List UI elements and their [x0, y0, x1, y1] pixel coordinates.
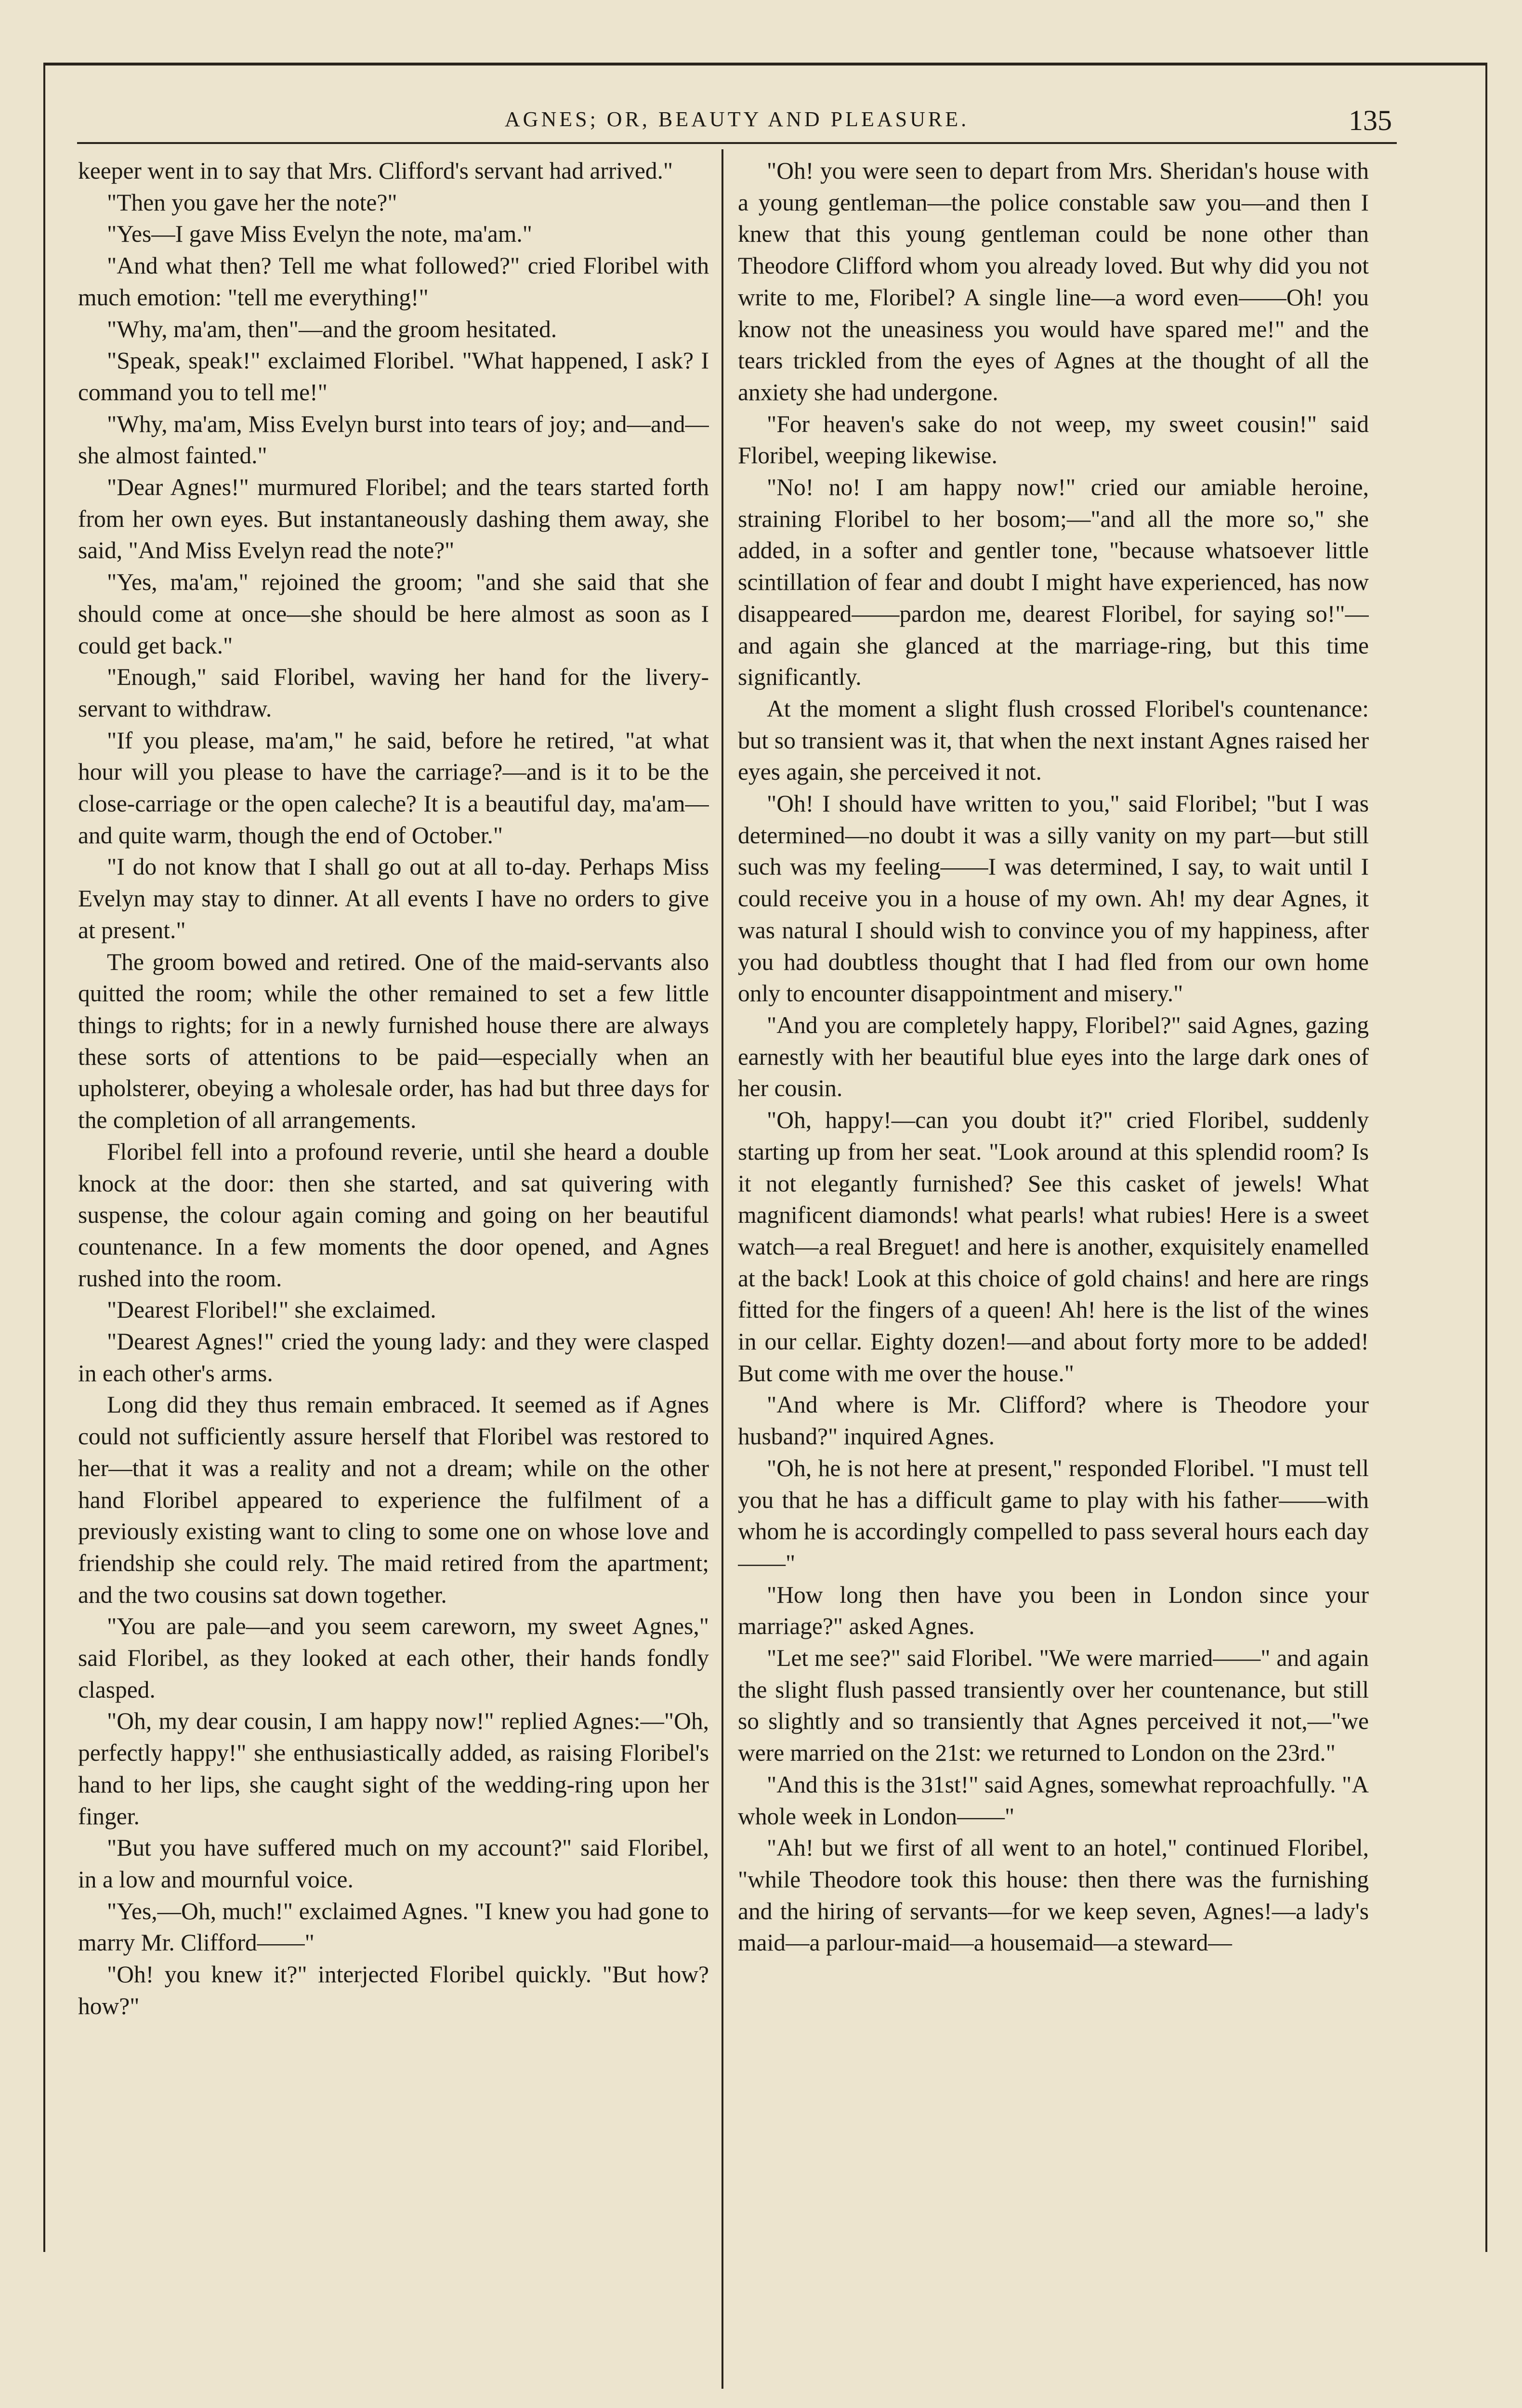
paragraph: "Dear Agnes!" murmured Floribel; and the tears started forth from her own eyes. But instantaneously dashing them away, she said, "And Miss Evelyn read the note?"	[78, 474, 709, 564]
column-divider	[722, 149, 723, 2389]
paragraph: "Ah! but we first of all went to an hotel," continued Floribel, "while Theodore took this house: then there was the furnishing and the hiring of servants—for we keep seven, Agnes!—a lady's maid—a parlour-maid—a housemaid—a steward—	[738, 1834, 1369, 1956]
paragraph: "And what then? Tell me what followed?" cried Floribel with much emotion: "tell me everything!"	[78, 252, 709, 311]
paragraph: Long did they thus remain embraced. It seemed as if Agnes could not sufficiently assure herself that Floribel was restored to her—that it was a reality and not a dream; while on the other hand Floribel appeared to experience the fulfilment of a previously existing want to cling to some one on whose love and friendship she could rely. The maid retired from the apartment; and the two cousins sat down together.	[78, 1391, 709, 1608]
paragraph: "Oh, he is not here at present," responded Floribel. "I must tell you that he has a difficult game to play with his father——with whom he is accordingly compelled to pass several hours each day——"	[738, 1454, 1369, 1576]
paragraph: "Why, ma'am, Miss Evelyn burst into tears of joy; and—and—she almost fainted."	[78, 410, 709, 469]
paragraph: "Yes, ma'am," rejoined the groom; "and she said that she should come at once—she should be here almost as soon as I could get back."	[78, 569, 709, 659]
paragraph: "I do not know that I shall go out at all to-day. Perhaps Miss Evelyn may stay to dinner. At all events I have no orders to give at present."	[78, 853, 709, 943]
paragraph: "But you have suffered much on my account?" said Floribel, in a low and mournful voice.	[78, 1834, 709, 1893]
paragraph: "You are pale—and you seem careworn, my sweet Agnes," said Floribel, as they looked at each other, their hands fondly clasped.	[78, 1613, 709, 1703]
right-column	[738, 155, 1369, 2380]
paragraph: "Dearest Agnes!" cried the young lady: and they were clasped in each other's arms.	[78, 1328, 709, 1387]
paragraph: "And where is Mr. Clifford? where is Theodore your husband?" inquired Agnes.	[738, 1391, 1369, 1450]
left-column	[78, 155, 709, 2380]
paragraph: "Dearest Floribel!" she exclaimed.	[107, 1296, 436, 1323]
paragraph: "Enough," said Floribel, waving her hand for the livery-servant to withdraw.	[78, 664, 709, 722]
paragraph: "Oh, my dear cousin, I am happy now!" replied Agnes:—"Oh, perfectly happy!" she enthusiastically added, as raising Floribel's hand to her lips, she caught sight of the wedding-ring upon her finger.	[78, 1708, 709, 1830]
paragraph: "Yes—I gave Miss Evelyn the note, ma'am."	[107, 221, 532, 248]
paragraph: "Then you gave her the note?"	[107, 189, 397, 216]
paragraph: "Oh! you knew it?" interjected Floribel quickly. "But how? how?"	[78, 1961, 709, 2019]
running-head: AGNES; OR, BEAUTY AND PLEASURE.	[504, 107, 970, 131]
paragraph: "How long then have you been in London since your marriage?" asked Agnes.	[738, 1581, 1369, 1640]
paragraph: "And you are completely happy, Floribel?" said Agnes, gazing earnestly with her beautiful blue eyes into the large dark ones of her cousin.	[738, 1011, 1369, 1102]
paragraph: Floribel fell into a profound reverie, until she heard a double knock at the door: then she started, and sat quivering with suspense, the colour again coming and going on her beautiful countenance. In a few moments the door opened, and Agnes rushed into the room.	[78, 1138, 709, 1292]
paragraph: At the moment a slight flush crossed Floribel's countenance: but so transient was it, that when the next instant Agnes raised her eyes again, she perceived it not.	[738, 695, 1369, 785]
paragraph: "Let me see?" said Floribel. "We were married——" and again the slight flush passed transiently over her countenance, but still so slightly and so transiently that Agnes perceived it not,—"we were married on the 21st: we returned to London on the 23rd."	[738, 1645, 1369, 1767]
paragraph: The groom bowed and retired. One of the maid-servants also quitted the room; while the other remained to set a few little things to rights; for in a newly furnished house there are always these sorts of attentions to be paid—especially when an upholsterer, obeying a wholesale order, has had but three days for the completion of all arrangements.	[78, 948, 709, 1134]
paragraph: "Oh, happy!—can you doubt it?" cried Floribel, suddenly starting up from her seat. "Look around at this splendid room? Is it not elegantly furnished? See this casket of jewels! What magnificent diamonds! what pearls! what rubies! Here is a sweet watch—a real Breguet! and here is another, exquisitely enamelled at the back! Look at this choice of gold chains! and here are rings fitted for the fingers of a queen! Ah! here is the list of the wines in our cellar. Eighty dozen!—and about forty more to be added! But come with me over the house."	[738, 1107, 1369, 1387]
page-number: 135	[1349, 105, 1392, 136]
paragraph: "Speak, speak!" exclaimed Floribel. "What happened, I ask? I command you to tell me!"	[78, 347, 709, 406]
paragraph: "For heaven's sake do not weep, my sweet cousin!" said Floribel, weeping likewise.	[738, 410, 1369, 469]
paragraph: "Why, ma'am, then"—and the groom hesitated.	[107, 315, 557, 342]
paragraph: keeper went in to say that Mrs. Clifford's servant had arrived."	[78, 157, 673, 184]
page-header	[82, 107, 1392, 141]
paragraph: "And this is the 31st!" said Agnes, somewhat reproachfully. "A whole week in London——"	[738, 1771, 1369, 1830]
paragraph: "Oh! I should have written to you," said Floribel; "but I was determined—no doubt it was a silly vanity on my part—but still such was my feeling——I was determined, I say, to wait until I could receive you in a house of my own. Ah! my dear Agnes, it was natural I should wish to convince you of my happiness, after you had doubtless thought that I had fled from our own home only to encounter disappointment and misery."	[738, 790, 1369, 1007]
header-rule	[77, 142, 1397, 144]
paragraph: "No! no! I am happy now!" cried our amiable heroine, straining Floribel to her bosom;—"and all the more so," she added, in a softer and gentler tone, "because whatsoever little scintillation of fear and doubt I might have experienced, has now disappeared——pardon me, dearest Floribel, for saying so!"—and again she glanced at the marriage-ring, but this time significantly.	[738, 474, 1369, 691]
paragraph: "Oh! you were seen to depart from Mrs. Sheridan's house with a young gentleman—the police constable saw you—and then I knew that this young gentleman could be none other than Theodore Clifford whom you already loved. But why did you not write to me, Floribel? A single line—a word even——Oh! you know not the uneasiness you would have spared me!" and the tears trickled from the eyes of Agnes at the thought of all the anxiety she had undergone.	[738, 157, 1369, 406]
paragraph: "If you please, ma'am," he said, before he retired, "at what hour will you please to have the carriage?—and is it to be the close-carriage or the open caleche? It is a beautiful day, ma'am—and quite warm, though the end of October."	[78, 727, 709, 849]
paragraph: "Yes,—Oh, much!" exclaimed Agnes. "I knew you had gone to marry Mr. Clifford——"	[78, 1898, 709, 1956]
